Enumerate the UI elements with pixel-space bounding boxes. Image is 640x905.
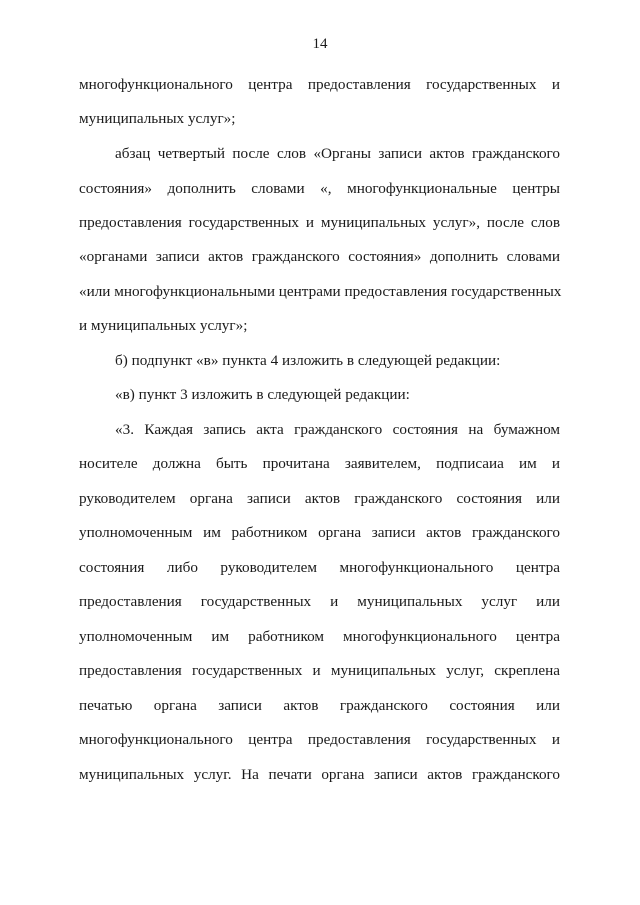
text-line: муниципальных услуг»; — [79, 110, 236, 127]
text-line: уполномоченным им работником органа записи актов гражданского — [79, 524, 560, 541]
text-line: состояния» дополнить словами «, многофункциональные центры — [79, 180, 560, 197]
text-line: «или многофункциональными центрами предоставления государственных — [79, 283, 562, 300]
text-line: муниципальных услуг. На печати органа записи актов гражданского — [79, 766, 560, 783]
text-line: руководителем органа записи актов гражданского состояния или — [79, 490, 560, 507]
text-line: печатью органа записи актов гражданского состояния или — [79, 697, 560, 714]
paragraph-start: б) подпункт «в» пункта 4 изложить в следующей редакции: — [115, 352, 501, 369]
text-line: «органами записи актов гражданского состояния» дополнить словами — [79, 248, 560, 265]
text-line: состояния либо руководителем многофункционального центра — [79, 559, 560, 576]
text-line: многофункционального центра предоставления государственных и — [79, 731, 560, 748]
text-line: и муниципальных услуг»; — [79, 317, 248, 334]
text-line: уполномоченным им работником многофункционального центра — [79, 628, 560, 645]
text-line: носителе должна быть прочитана заявителем, подписаиа им и — [79, 455, 560, 472]
text-line: предоставления государственных и муниципальных услуг», после слов — [79, 214, 560, 231]
text-line: предоставления государственных и муниципальных услуг, скреплена — [79, 662, 560, 679]
paragraph-start: «3. Каждая запись акта гражданского состояния на бумажном — [115, 421, 560, 438]
page-number: 14 — [312, 36, 328, 52]
paragraph-start: абзац четвертый после слов «Органы записи актов гражданского — [115, 145, 560, 162]
text-line: многофункционального центра предоставления государственных и — [79, 76, 560, 93]
paragraph-start: «в) пункт 3 изложить в следующей редакции: — [115, 386, 410, 403]
text-line: предоставления государственных и муниципальных услуг или — [79, 593, 560, 610]
